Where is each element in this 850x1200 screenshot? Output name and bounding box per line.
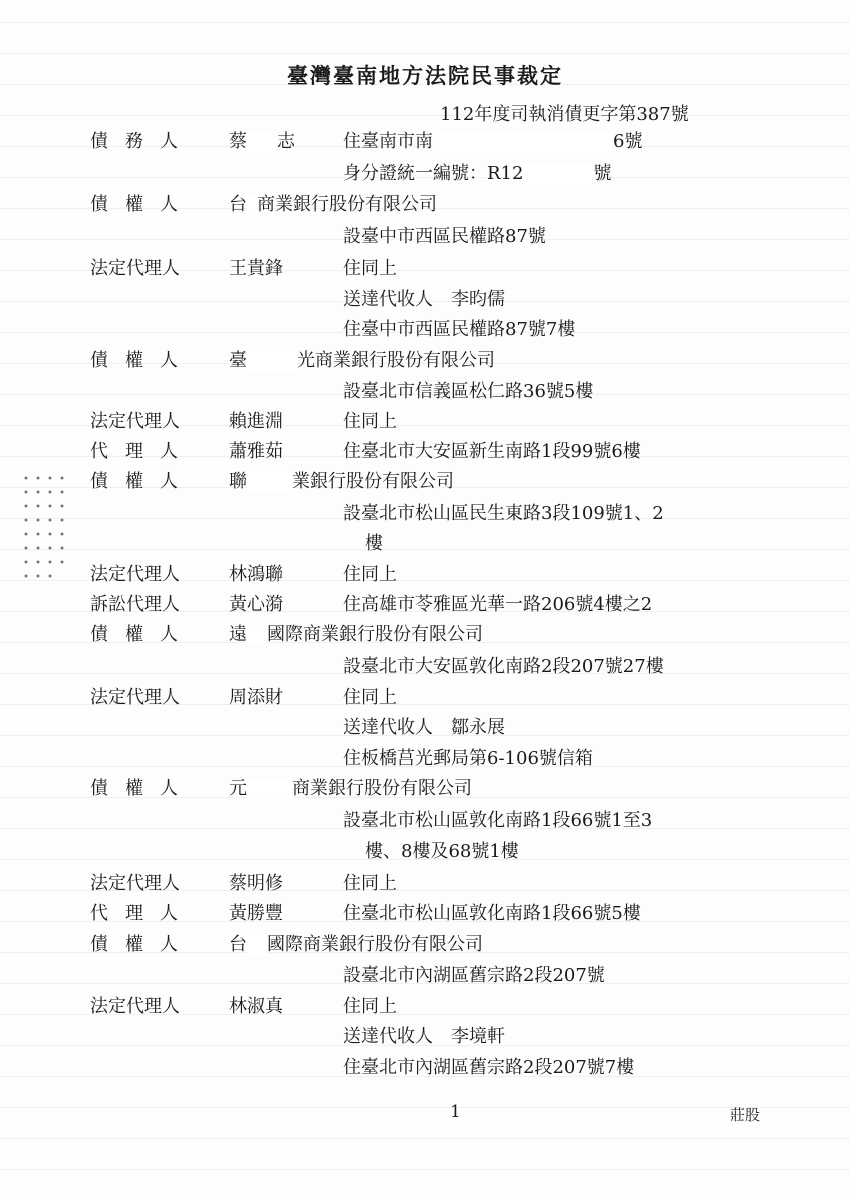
unit-label: 莊股 bbox=[730, 1106, 761, 1124]
redaction-block bbox=[433, 132, 613, 152]
case-number: 112年度司執消債更字第387號 bbox=[440, 104, 689, 125]
party-address: 住同上 bbox=[343, 258, 397, 279]
party-name: 賴進淵 bbox=[229, 411, 283, 432]
service-agent: 送達代收人 鄒永展 bbox=[343, 717, 505, 738]
party-name: 周添財 bbox=[229, 687, 283, 708]
redaction-block bbox=[247, 779, 292, 799]
redaction-block bbox=[247, 625, 267, 645]
party-name: 黃勝豐 bbox=[229, 903, 283, 924]
party-address: 設臺北市內湖區舊宗路2段207號 bbox=[343, 965, 605, 986]
party-role: 法定代理人 bbox=[90, 996, 180, 1017]
party-name: 台 國際商業銀行股份有限公司 bbox=[229, 934, 483, 955]
party-role: 債務人 bbox=[90, 131, 195, 152]
party-id-number: 身分證統一編號：R12 號 bbox=[343, 163, 612, 184]
redaction-block bbox=[247, 472, 292, 492]
party-address: 住同上 bbox=[343, 411, 397, 432]
redaction-block bbox=[247, 195, 257, 215]
party-address: 住臺北市內湖區舊宗路2段207號7樓 bbox=[343, 1057, 635, 1078]
service-agent: 送達代收人 李境軒 bbox=[343, 1026, 505, 1047]
redaction-block bbox=[247, 935, 267, 955]
party-role: 債權人 bbox=[90, 350, 195, 371]
party-name: 聯 業銀行股份有限公司 bbox=[229, 471, 454, 492]
redaction-block bbox=[247, 351, 297, 371]
party-role: 債權人 bbox=[90, 624, 195, 645]
party-address: 設臺北市松山區民生東路3段109號1、2 bbox=[343, 503, 664, 524]
party-address: 設臺北市信義區松仁路36號5樓 bbox=[343, 381, 594, 402]
party-role: 訴訟代理人 bbox=[90, 594, 180, 615]
party-role: 法定代理人 bbox=[90, 687, 180, 708]
party-address: 住臺中市西區民權路87號7樓 bbox=[343, 319, 576, 340]
party-role: 債權人 bbox=[90, 778, 195, 799]
party-role: 法定代理人 bbox=[90, 564, 180, 585]
party-role: 代理人 bbox=[90, 903, 195, 924]
service-agent: 送達代收人 李昀儒 bbox=[343, 289, 505, 310]
party-address: 住同上 bbox=[343, 687, 397, 708]
party-address: 設臺中市西區民權路87號 bbox=[343, 226, 546, 247]
party-address-cont: 樓、8樓及68號1樓 bbox=[365, 841, 519, 862]
party-name: 臺 光商業銀行股份有限公司 bbox=[229, 350, 495, 371]
party-name: 台 商業銀行股份有限公司 bbox=[229, 194, 437, 215]
party-name: 林淑真 bbox=[229, 996, 283, 1017]
binding-holes-decoration bbox=[20, 470, 72, 590]
party-address-cont: 樓 bbox=[365, 533, 383, 554]
party-address: 住臺北市松山區敦化南路1段66號5樓 bbox=[343, 903, 641, 924]
document-title: 臺灣臺南地方法院民事裁定 bbox=[287, 63, 563, 88]
party-role: 代理人 bbox=[90, 441, 195, 462]
redaction-block bbox=[523, 164, 593, 184]
party-name: 元 商業銀行股份有限公司 bbox=[229, 778, 472, 799]
party-address: 設臺北市松山區敦化南路1段66號1至3 bbox=[343, 810, 653, 831]
party-name: 蔡明修 bbox=[229, 873, 283, 894]
party-name: 遠 國際商業銀行股份有限公司 bbox=[229, 624, 483, 645]
party-address: 住同上 bbox=[343, 564, 397, 585]
party-role: 法定代理人 bbox=[90, 873, 180, 894]
party-address: 住同上 bbox=[343, 873, 397, 894]
page-number: 1 bbox=[450, 1102, 461, 1122]
party-name: 林鴻聯 bbox=[229, 564, 283, 585]
party-role: 法定代理人 bbox=[90, 411, 180, 432]
party-role: 債權人 bbox=[90, 194, 195, 215]
party-role: 法定代理人 bbox=[90, 258, 180, 279]
party-role: 債權人 bbox=[90, 934, 195, 955]
party-name: 黃心漪 bbox=[229, 594, 283, 615]
party-address: 住高雄市苓雅區光華一路206號4樓之2 bbox=[343, 594, 653, 615]
party-address: 住板橋莒光郵局第6-106號信箱 bbox=[343, 748, 593, 769]
party-address: 設臺北市大安區敦化南路2段207號27樓 bbox=[343, 656, 664, 677]
party-name: 王貴鋒 bbox=[229, 258, 283, 279]
party-address: 住同上 bbox=[343, 996, 397, 1017]
party-name: 蔡 志 bbox=[229, 131, 295, 152]
party-name: 蕭雅茹 bbox=[229, 441, 283, 462]
party-address: 住臺北市大安區新生南路1段99號6樓 bbox=[343, 441, 641, 462]
redaction-block bbox=[247, 132, 277, 152]
party-role: 債權人 bbox=[90, 471, 195, 492]
party-address: 住臺南市南 6號 bbox=[343, 131, 643, 152]
